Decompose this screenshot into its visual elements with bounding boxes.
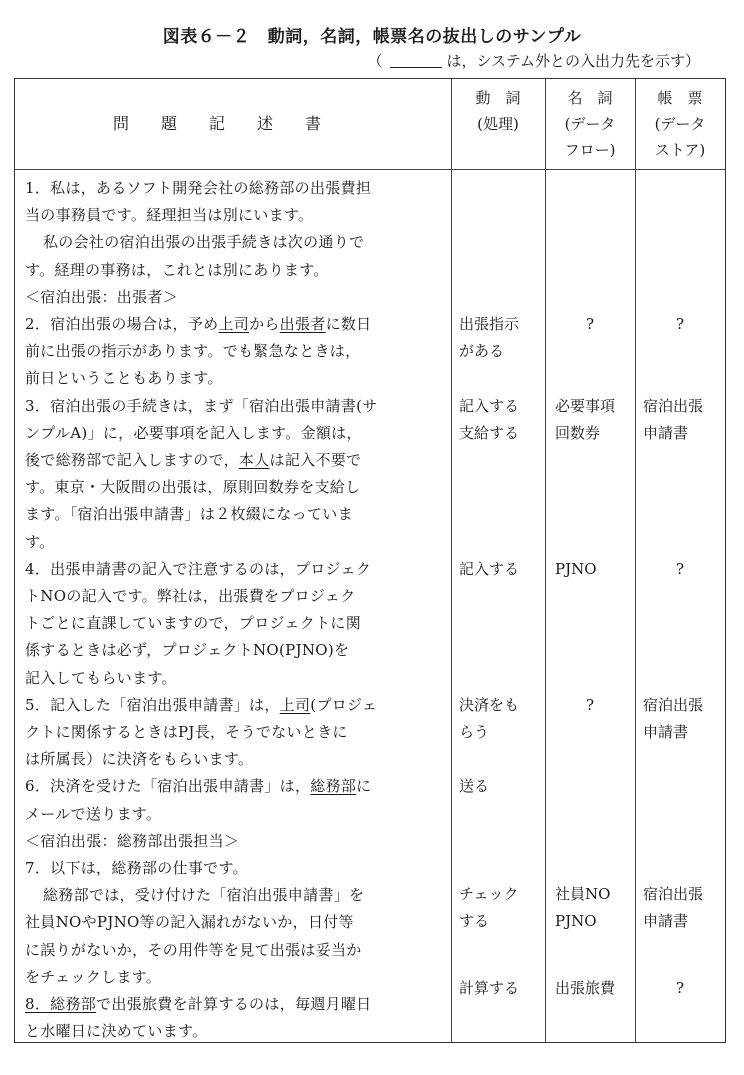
text-line: メールで送ります。 — [25, 804, 162, 823]
text-line: 総務部では，受け付けた「宿泊出張申請書」を — [43, 886, 365, 905]
text-line: 社員NOやPJNO等の記入漏れがないか，日付等 — [25, 913, 354, 932]
header-problem: 問題記述書 — [112, 114, 353, 133]
column-divider — [451, 79, 452, 1042]
text-line: 当の事務員です。経理担当は別にいます。 — [25, 206, 314, 225]
noun-cell: ? — [585, 696, 595, 714]
text-line: 8．総務部で出張旅費を計算するのは，毎週月曜日 — [25, 995, 372, 1014]
analysis-table — [14, 78, 726, 1043]
text-line: トNOの記入です。弊社は，出張費をプロジェク — [25, 587, 356, 606]
noun-cell: 必要事項 回数券 — [555, 397, 616, 443]
text-line: ンプルA)」に，必要事項を記入します。金額は， — [25, 423, 362, 442]
column-divider — [545, 79, 546, 1042]
form-cell: 宿泊出張 申請書 — [643, 696, 704, 742]
text-line: をチェックします。 — [25, 967, 162, 986]
figure-title: 図表６－２ 動詞，名詞，帳票名の抜出しのサンプル — [162, 27, 582, 47]
verb-cell: 出張指示 がある — [459, 315, 520, 361]
text-line: 7．以下は，総務部の仕事です。 — [25, 859, 248, 878]
legend-open-paren: （ — [367, 52, 383, 70]
verb-cell: 送る — [459, 777, 490, 795]
verb-cell: 記入する — [459, 560, 520, 578]
text-line: 前に出張の指示があります。でも緊急なときは， — [25, 342, 361, 361]
problem-description — [25, 175, 451, 1046]
verb-cell: 計算する — [459, 979, 520, 997]
text-line: 2．宿泊出張の場合は，予め上司から出張者に数日 — [25, 315, 372, 334]
header-form: 帳 票 (データ ストア) — [654, 89, 706, 159]
header-divider — [15, 169, 725, 170]
text-line: す。経理の事務は，これとは別にあります。 — [25, 260, 329, 279]
text-line: 3．宿泊出張の手続きは，まず「宿泊出張申請書(サ — [25, 396, 378, 415]
form-cell: ? — [675, 315, 685, 333]
noun-cell: PJNO — [555, 560, 597, 578]
verb-cell: 記入する 支給する — [459, 397, 520, 443]
text-line: す。東京・大阪間の出張は，原則回数券を支給し — [25, 478, 361, 497]
form-cell: 宿泊出張 申請書 — [643, 885, 704, 931]
noun-cell: 出張旅費 — [555, 979, 616, 997]
text-line: 1．私は，あるソフト開発会社の総務部の出張費担 — [25, 179, 372, 197]
form-cell: ? — [675, 560, 685, 578]
text-line: ます。「宿泊出張申請書」は２枚綴になっていま — [25, 505, 353, 524]
form-cell: ? — [675, 979, 685, 997]
text-line: に誤りがないか，その用件等を見て出張は妥当か — [25, 940, 362, 959]
text-line: は所属長）に決済をもらいます。 — [25, 750, 254, 769]
header-verb: 動 詞 (処理) — [475, 89, 521, 133]
legend-note — [367, 50, 700, 71]
text-line: 係するときは必ず，プロジェクトNO(PJNO)を — [25, 641, 350, 660]
noun-cell: ? — [585, 315, 595, 333]
section-heading: ＜宿泊出張：総務部出張担当＞ — [25, 831, 240, 850]
form-cell: 宿泊出張 申請書 — [643, 397, 704, 443]
text-line: 記入してもらいます。 — [25, 668, 177, 687]
text-line: す。 — [25, 532, 55, 551]
header-noun: 名 詞 (データ フロー) — [564, 89, 616, 159]
text-line: 私の会社の宿泊出張の出張手続きは次の通りで — [43, 233, 365, 252]
verb-cell: チェック する — [459, 885, 519, 931]
text-line: 6．決済を受けた「宿泊出張申請書」は，総務部に — [25, 777, 372, 796]
text-line: 5．記入した「宿泊出張申請書」は，上司(プロジェ — [25, 695, 378, 714]
text-line: 後で総務部で記入しますので，本人は記入不要で — [25, 451, 362, 470]
verb-cell: 決済をも らう — [459, 696, 520, 742]
text-line: クトに関係するときはPJ長，そうでないときに — [25, 723, 348, 742]
underline-sample — [390, 53, 442, 68]
section-heading: ＜宿泊出張：出張者＞ — [25, 287, 179, 306]
text-line: と水曜日に決めています。 — [25, 1022, 208, 1041]
noun-cell: 社員NO PJNO — [555, 885, 611, 931]
legend-text: は，システム外との入出力先を示す） — [446, 52, 700, 70]
text-line: 4．出張申請書の記入で注意するのは，プロジェク — [25, 559, 372, 578]
text-line: トごとに直課していますので，プロジェクトに関 — [25, 614, 362, 633]
text-line: 前日ということもあります。 — [25, 369, 223, 388]
